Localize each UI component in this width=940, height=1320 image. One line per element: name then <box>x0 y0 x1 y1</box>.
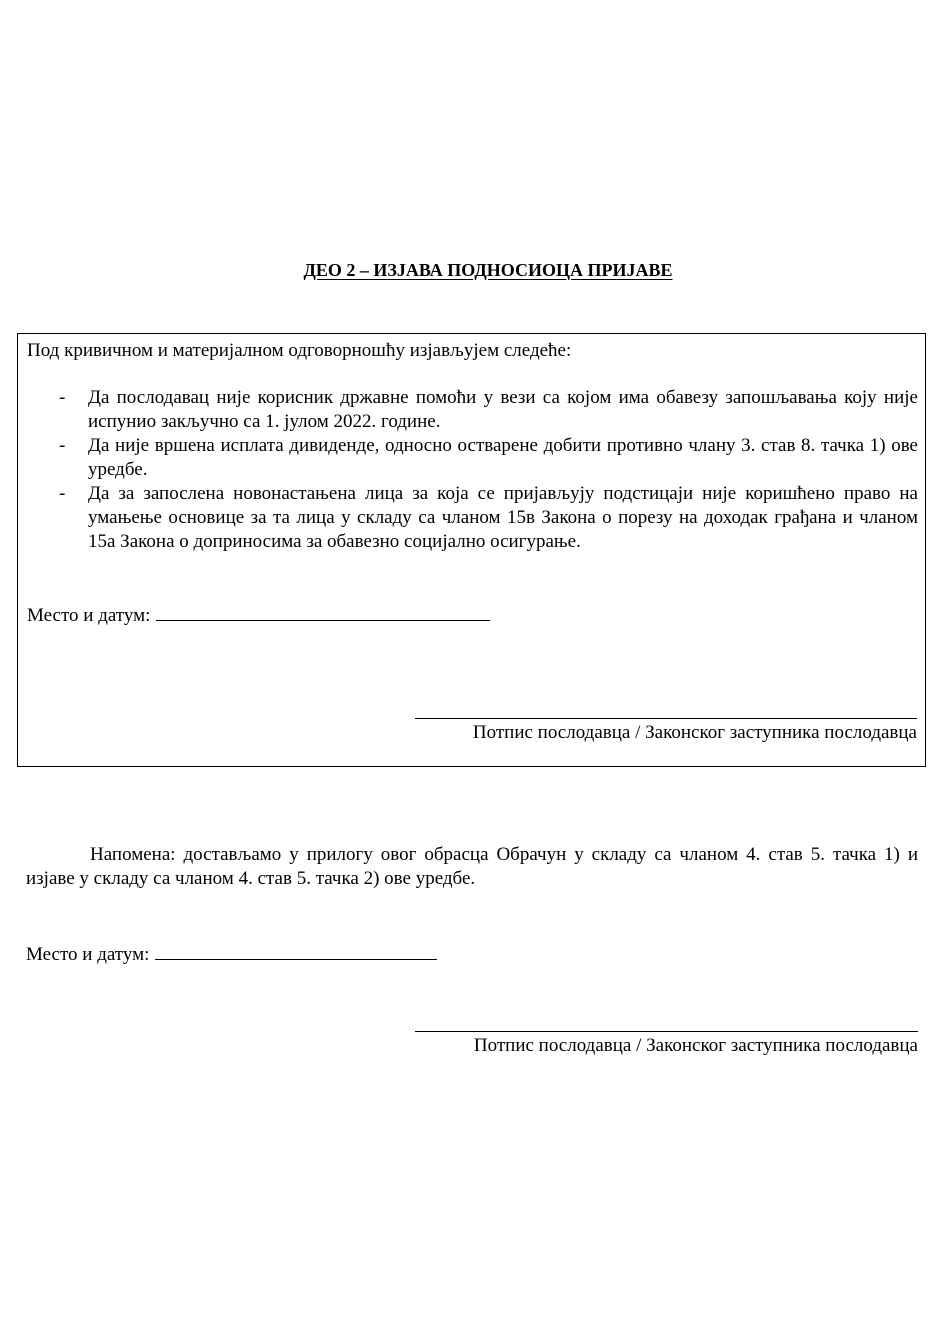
list-dash: - <box>59 435 66 456</box>
list-dash: - <box>59 483 66 504</box>
declaration-intro: Под кривичном и материјалном одговорношћу изјављујем следеће: <box>27 340 572 361</box>
signature-label: Потпис послодавца / Законског заступника послодавца <box>473 1035 918 1056</box>
place-date-field[interactable] <box>155 939 437 960</box>
signature-line[interactable] <box>415 718 917 719</box>
declaration-item <box>18 386 918 434</box>
declaration-item-text: Да послодавац није корисник државне помоћи у вези са којом има обавезу запошљавања коју није испунио закључно са 1. јулом 2022. године. <box>88 387 918 432</box>
place-date-label: Место и датум: <box>27 605 151 626</box>
declaration-box <box>17 333 926 767</box>
declaration-item <box>18 434 918 482</box>
place-date-label: Место и датум: <box>26 944 150 965</box>
section-title: ДЕО 2 – ИЗЈАВА ПОДНОСИОЦА ПРИЈАВЕ <box>303 260 673 280</box>
note-paragraph: Напомена: достављамо у прилогу овог обрасца Обрачун у складу са чланом 4. став 5. тачка 1) и изјаве у складу са чланом 4. став 5. тачка 2) ове уредбе. <box>26 844 918 889</box>
list-dash: - <box>59 387 66 408</box>
place-date-field[interactable] <box>156 600 490 621</box>
declaration-item <box>18 482 918 554</box>
signature-label: Потпис послодавца / Законског заступника послодавца <box>472 722 917 743</box>
declaration-item-text: Да није вршена исплата дивиденде, односно остварене добити противно члану 3. став 8. тачка 1) ове уредбе. <box>88 435 918 480</box>
declaration-list <box>18 386 918 554</box>
signature-line[interactable] <box>415 1031 918 1032</box>
place-date-row <box>26 939 437 967</box>
place-date-row <box>27 600 490 628</box>
declaration-item-text: Да за запослена новонастањена лица за која се пријављују подстицаји није коришћено право на умањење основице за та лица у складу са чланом 15в Закона о порезу на доходак грађана и чланом 15а Закона о доприносима за обавезно социјално осигурање. <box>88 483 918 552</box>
